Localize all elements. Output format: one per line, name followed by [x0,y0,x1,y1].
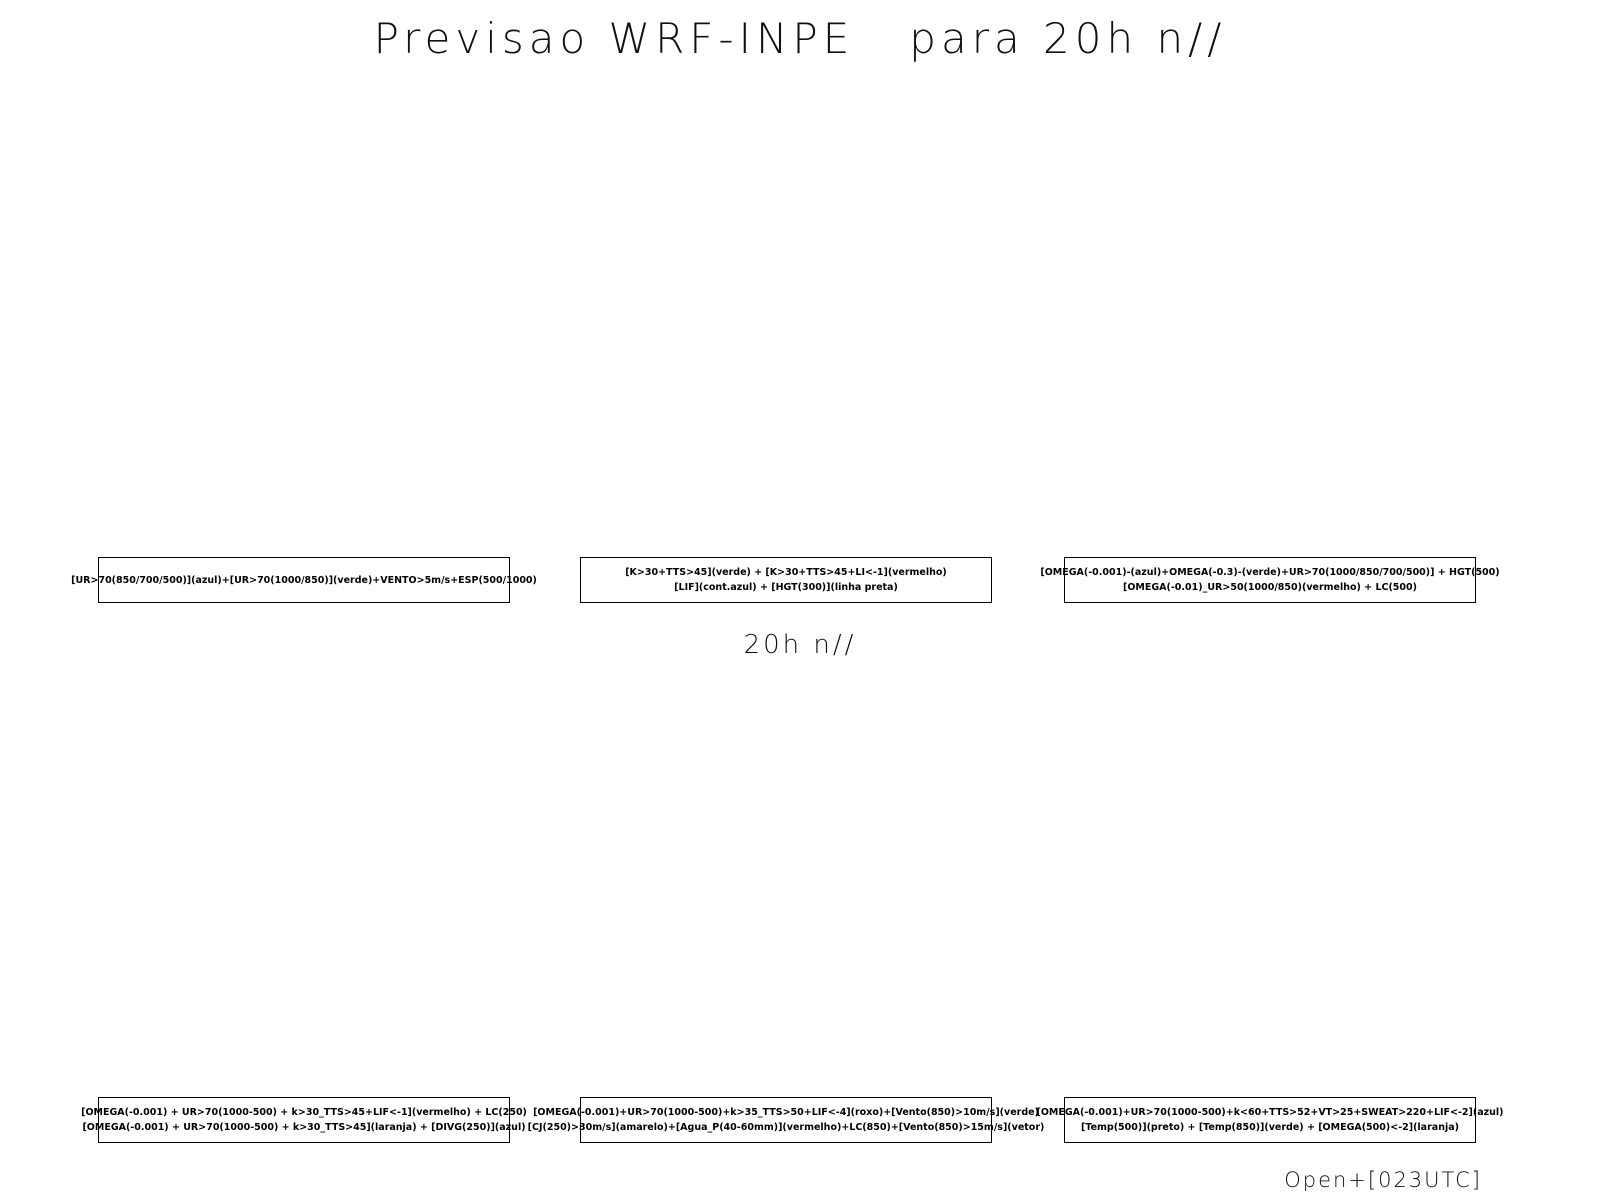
legend-bottom-right [1036,1097,1504,1143]
legend-line: [OMEGA(-0.01)_UR>50(1000/850)(vermelho) + LC(500) [1123,582,1417,593]
legend-line: [OMEGA(-0.001) + UR>70(1000-500) + k>30_TTS>45](laranja) + [DIVG(250)](azul) [82,1122,526,1133]
page-title: Previsao WRF-INPE para 20h n// [373,14,1227,63]
legend-line: [CJ(250)>30m/s](amarelo)+[Agua_P(40-60mm)](vermelho)+LC(850)+[Vento(850)>15m/s](vetor) [527,1122,1045,1133]
map-panel-top-right [1064,100,1476,555]
legend-line: [UR>70(850/700/500)](azul)+[UR>70(1000/850)](verde)+VENTO>5m/s+ESP(500/1000) [71,574,537,586]
section-title: 20h n// [743,630,857,660]
legend-bottom-left [81,1097,527,1143]
map-panel-bottom-right [1064,690,1476,1090]
map-panel-top-left [98,100,510,555]
legend-line: [OMEGA(-0.001)-(azul)+OMEGA(-0.3)-(verde)+UR>70(1000/850/700/500)] + HGT(500) [1040,567,1500,578]
legend-line: [LIF](cont.azul) + [HGT(300)](linha preta) [674,582,898,593]
legend-top-left [71,557,537,603]
legend-top-right [1040,557,1500,603]
map-panel-bottom-center [580,690,992,1090]
legend-line: [OMEGA(-0.001)+UR>70(1000-500)+k>35_TTS>50+LIF<-4](roxo)+[Vento(850)>10m/s](verde) [533,1107,1039,1118]
legend-top-center [580,557,992,603]
map-panel-bottom-left [98,690,510,1090]
footer-timestamp: Open+[023UTC] [1284,1168,1482,1192]
legend-line: [K>30+TTS>45](verde) + [K>30+TTS>45+LI<-1](vermelho) [625,567,947,578]
legend-line: [OMEGA(-0.001) + UR>70(1000-500) + k>30_TTS>45+LIF<-1](vermelho) + LC(250) [81,1107,527,1118]
legend-line: [Temp(500)](preto) + [Temp(850)](verde) + [OMEGA(500)<-2](laranja) [1081,1122,1459,1133]
legend-line: [OMEGA(-0.001)+UR>70(1000-500)+k<60+TTS>52+VT>25+SWEAT>220+LIF<-2](azul) [1036,1107,1504,1118]
legend-bottom-center [527,1097,1045,1143]
map-panel-top-center [580,100,992,555]
